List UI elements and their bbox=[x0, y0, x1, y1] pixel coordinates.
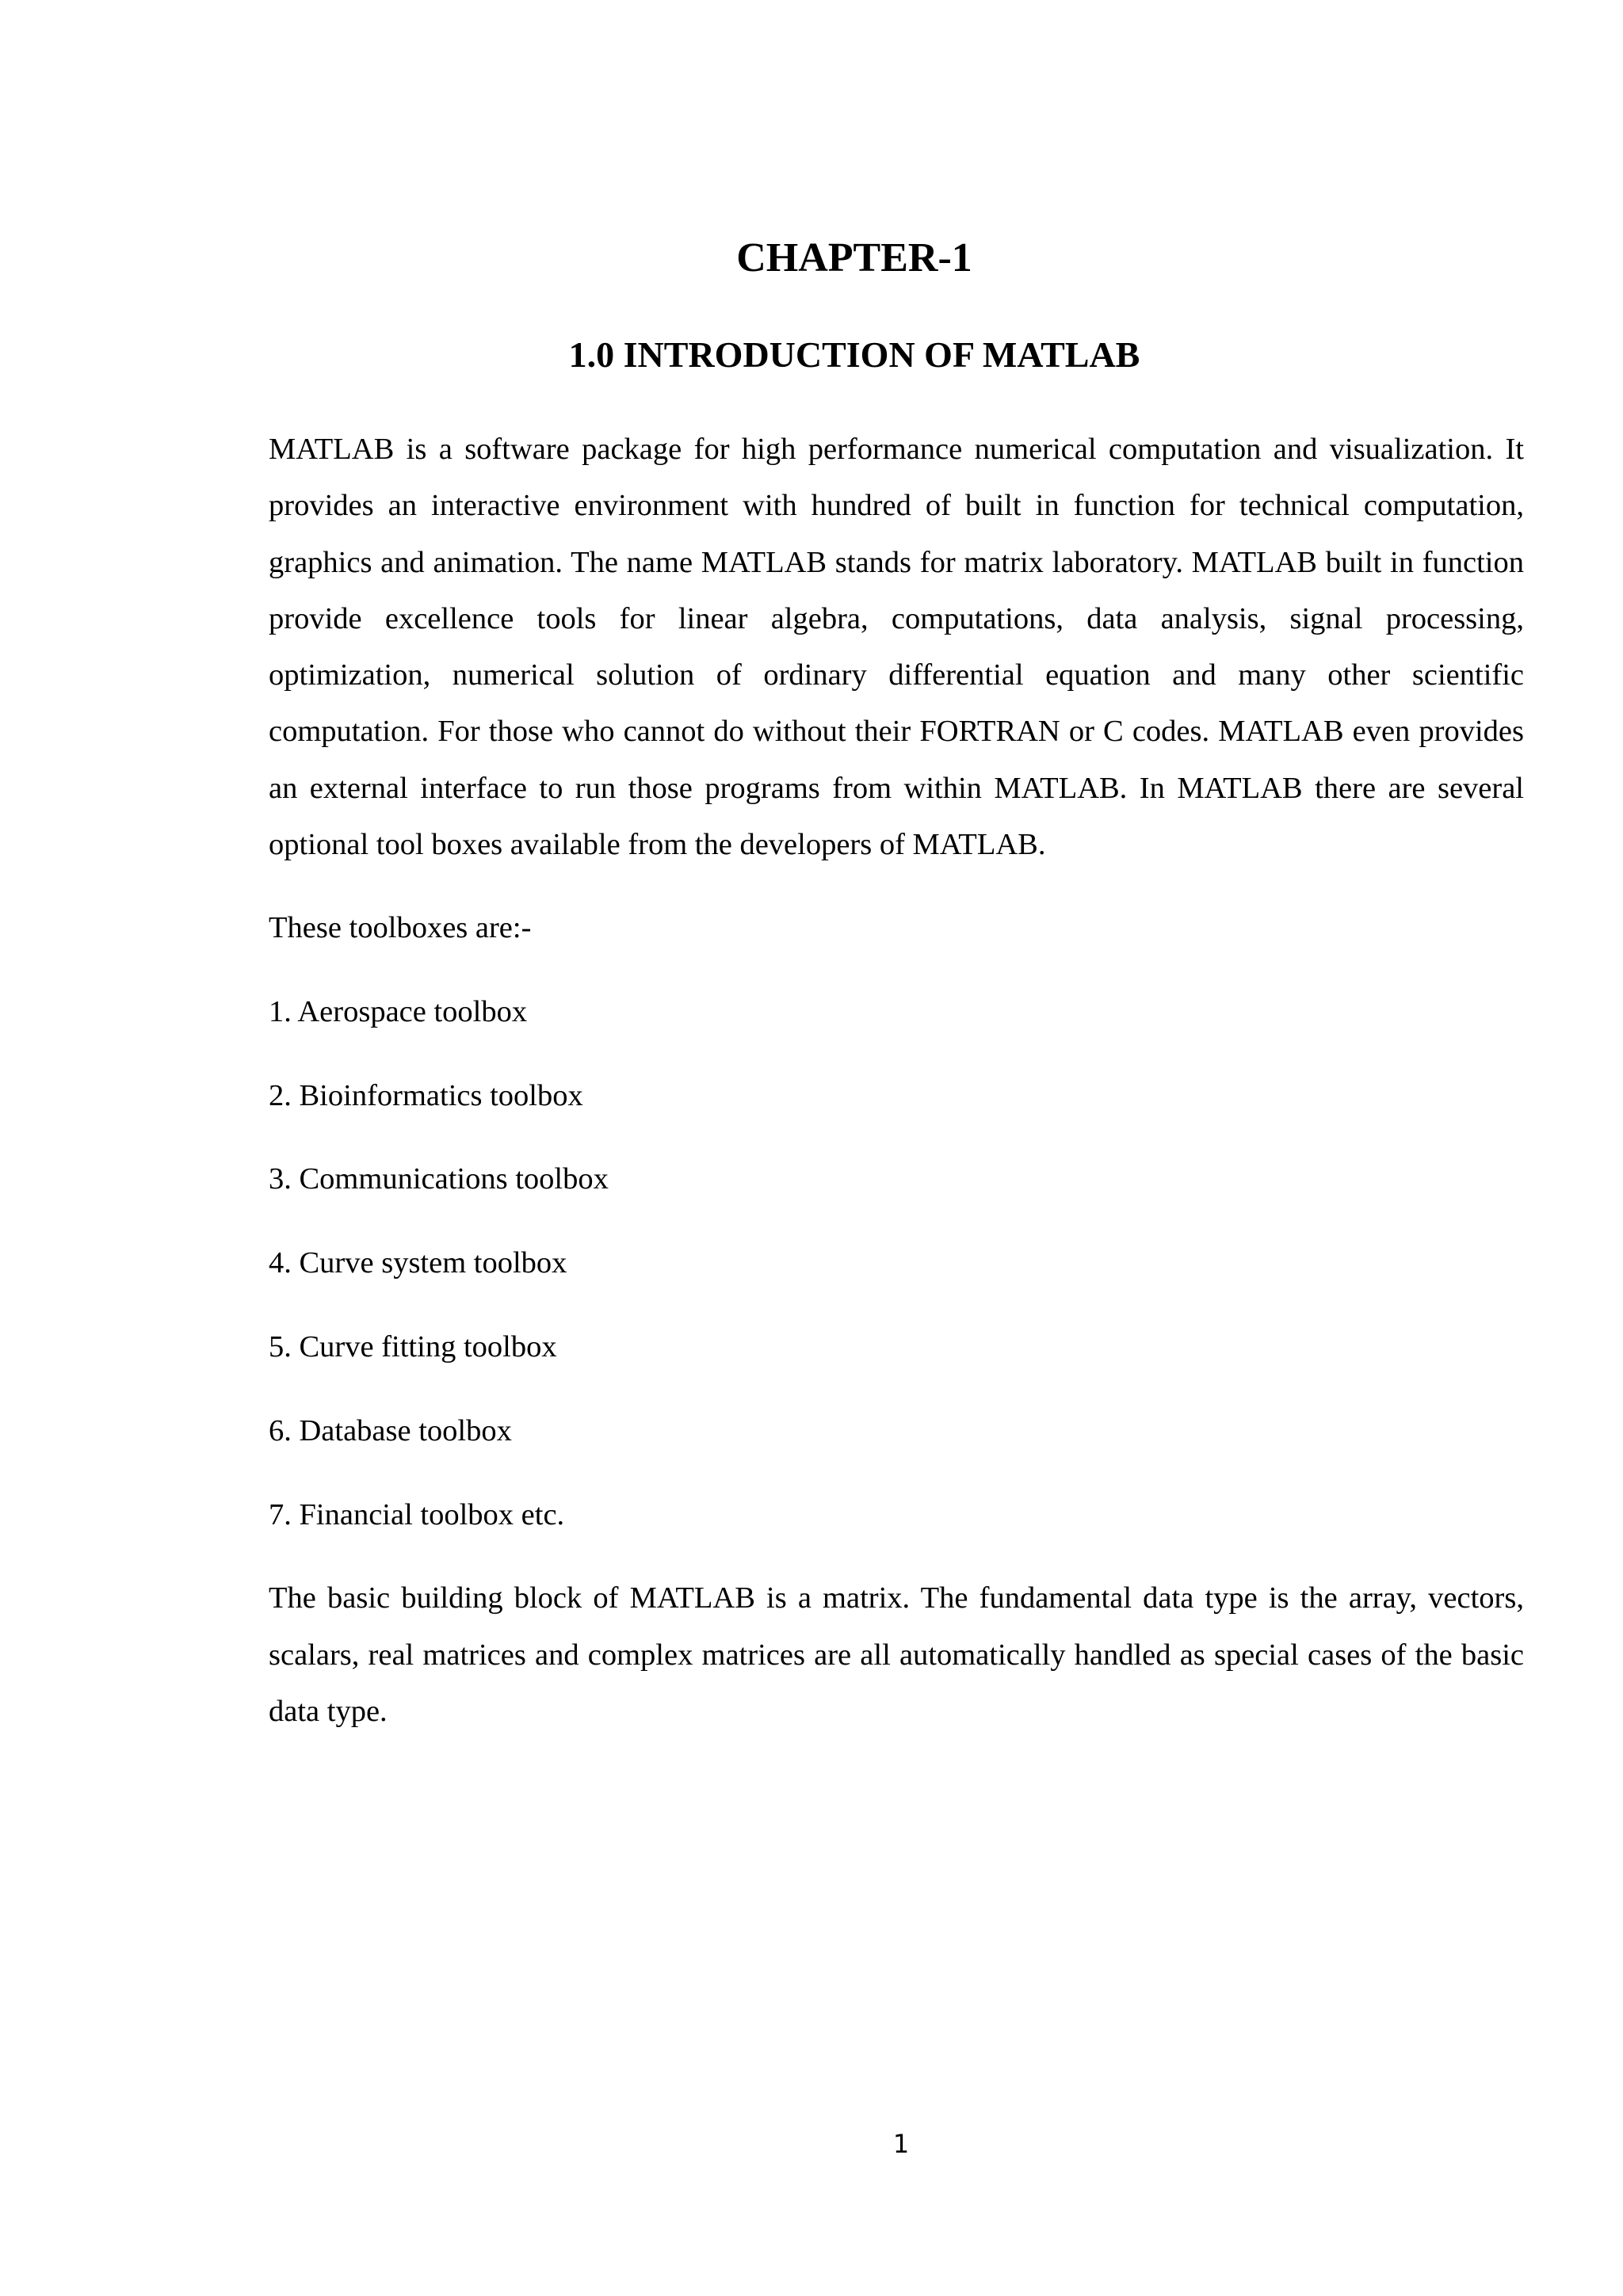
toolbox-intro: These toolboxes are:- bbox=[269, 911, 532, 945]
intro-paragraph: MATLAB is a software package for high performance numerical computation and visualization. It provides an interactive environment with hundred of built in function for technical computation, graphics and animation. The name MATLAB stands for matrix laboratory. MATLAB built in function provide excellence tools for linear algebra, computations, data analysis, signal processing, optimization, numerical solution of ordinary differential equation and many other scientific computation. For those who cannot do without their FORTRAN or C codes. MATLAB even provides an external interface to run those programs from within MATLAB. In MATLAB there are several optional tool boxes available from the developers of MATLAB. bbox=[269, 433, 1524, 862]
list-item: 5. Curve fitting toolbox bbox=[269, 1330, 557, 1364]
list-item: 2. Bioinformatics toolbox bbox=[269, 1078, 583, 1112]
toolbox-list bbox=[269, 984, 1524, 1544]
page-number: 1 bbox=[892, 2129, 910, 2159]
list-item: 3. Communications toolbox bbox=[269, 1162, 609, 1196]
body-content bbox=[269, 421, 1524, 1740]
list-item: 7. Financial toolbox etc. bbox=[269, 1498, 565, 1532]
section-title: 1.0 INTRODUCTION OF MATLAB bbox=[568, 334, 1140, 375]
list-item: 4. Curve system toolbox bbox=[269, 1246, 567, 1280]
chapter-title: CHAPTER-1 bbox=[736, 235, 972, 280]
list-item: 6. Database toolbox bbox=[269, 1414, 512, 1448]
closing-paragraph: The basic building block of MATLAB is a matrix. The fundamental data type is the array, vectors, scalars, real matrices and complex matrices are all automatically handled as special cases of the basic data type. bbox=[269, 1581, 1524, 1728]
list-item: 1. Aerospace toolbox bbox=[269, 994, 528, 1028]
